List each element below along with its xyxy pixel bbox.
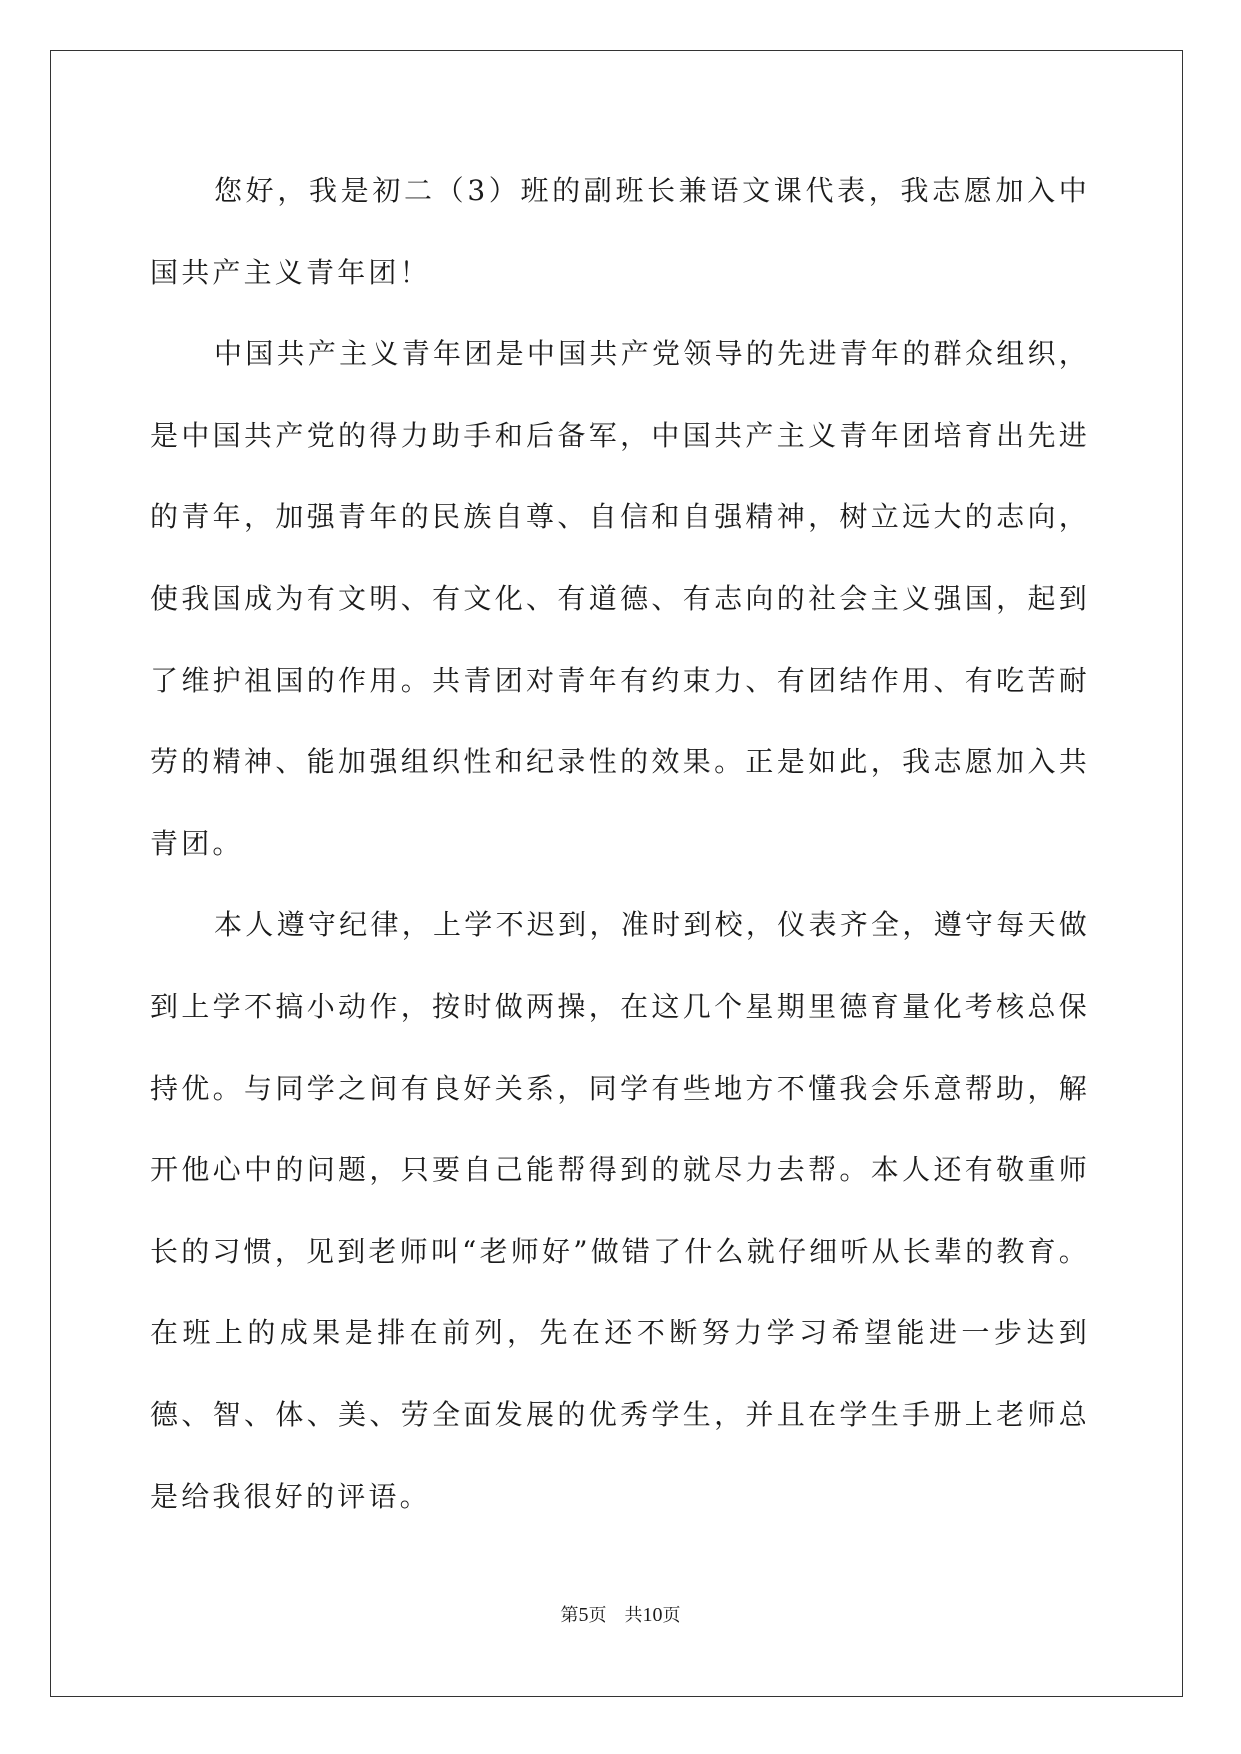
paragraph-2: 中国共产主义青年团是中国共产党领导的先进青年的群众组织，是中国共产党的得力助手和后备军，中国共产主义青年团培育出先进的青年，加强青年的民族自尊、自信和自强精神，树立远大的志向，使我国成为有文明、有文化、有道德、有志向的社会主义强国，起到了维护祖国的作用。共青团对青年有约束力、有团结作用、有吃苦耐劳的精神、能加强组织性和纪录性的效果。正是如此，我志愿加入共青团。 xyxy=(150,337,1090,860)
page-prefix: 第 xyxy=(560,1605,579,1626)
page-footer xyxy=(0,1603,1241,1628)
document-body xyxy=(150,150,1090,1537)
paragraph-1: 您好，我是初二（3）班的副班长兼语文课代表，我志愿加入中国共产主义青年团！ xyxy=(150,174,1090,289)
current-page-number: 5 xyxy=(578,1604,589,1626)
total-page-number: 10 xyxy=(642,1604,663,1626)
paragraph-3: 本人遵守纪律，上学不迟到，准时到校，仪表齐全，遵守每天做到上学不搞小动作，按时做两操，在这几个星期里德育量化考核总保持优。与同学之间有良好关系，同学有些地方不懂我会乐意帮助，解开他心中的问题，只要自己能帮得到的就尽力去帮。本人还有敬重师长的习惯，见到老师叫“老师好”做错了什么就仔细听从长辈的教育。在班上的成果是排在前列，先在还不断努力学习希望能进一步达到德、智、体、美、劳全面发展的优秀学生，并且在学生手册上老师总是给我很好的评语。 xyxy=(150,908,1090,1513)
total-suffix: 页 xyxy=(662,1605,681,1626)
total-prefix: 共 xyxy=(624,1605,643,1626)
page-suffix: 页 xyxy=(588,1605,607,1626)
